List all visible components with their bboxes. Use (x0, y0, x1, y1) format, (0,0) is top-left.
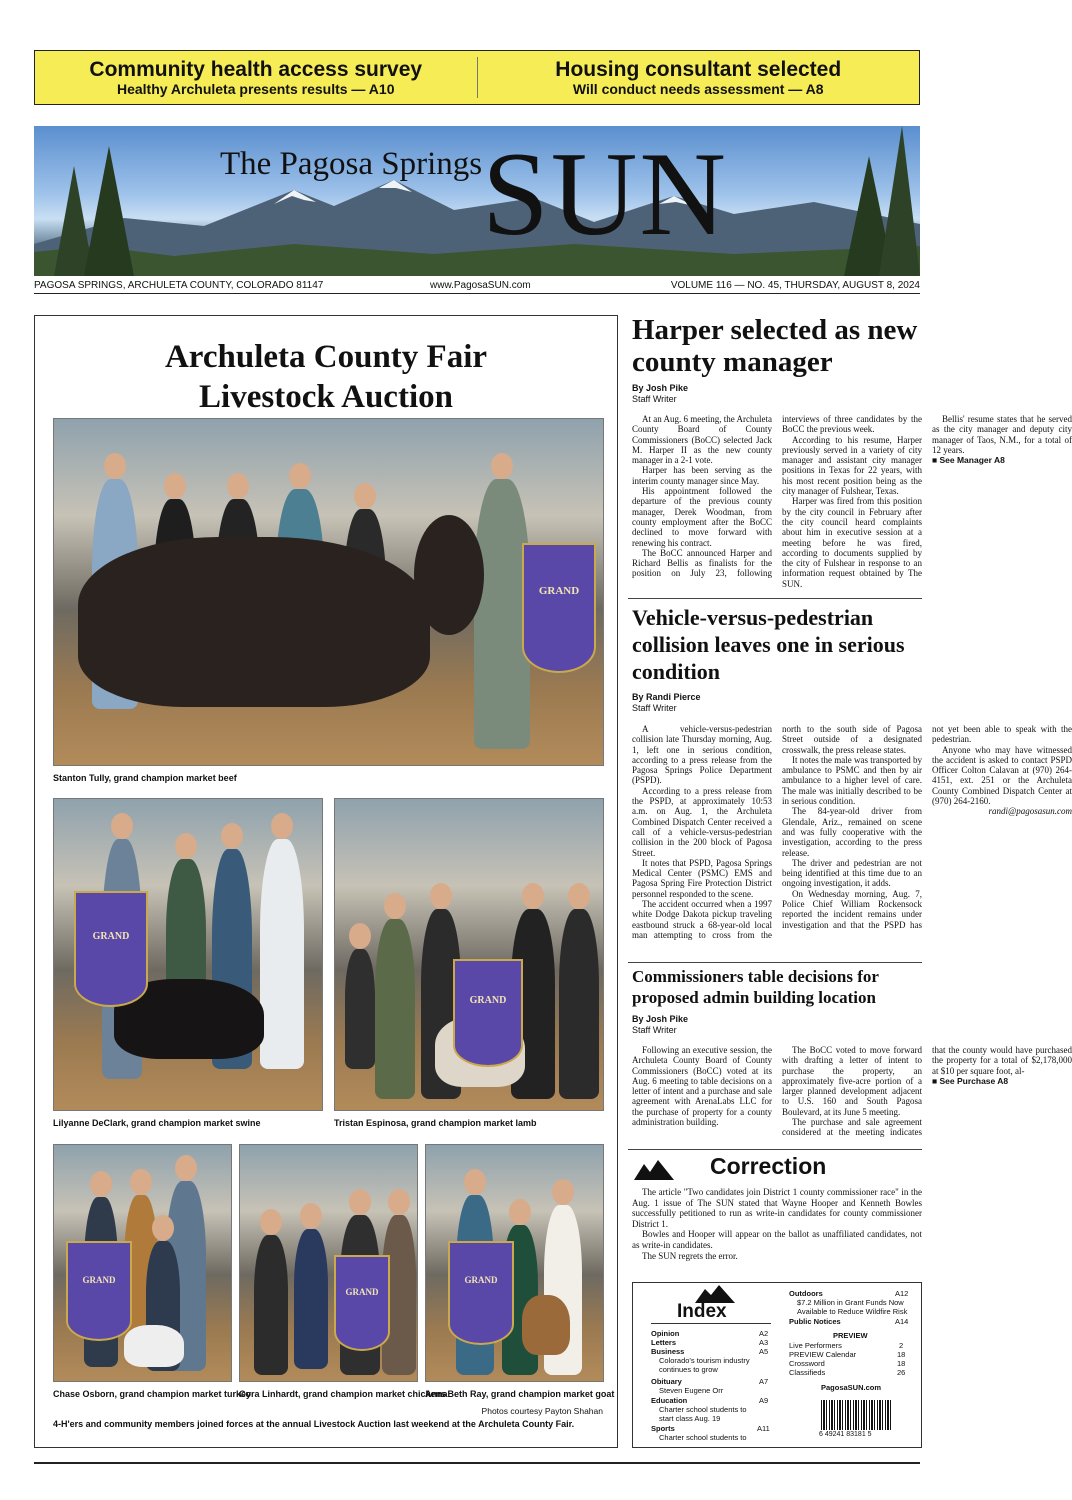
story-paragraph: Anyone who may have witnessed the accident is asked to contact PSPD Officer Colton Calavan at (970) 264-4151, ext. 251 or the Archuleta County Combined Dispatch Center at (970) 264-2160. (932, 744, 1072, 807)
story-harper-body (632, 414, 1072, 592)
byline-role: Staff Writer (632, 394, 677, 404)
story-paragraph: According to a press release from the PSPD, at approximately 10:53 a.m. on Aug. 1, the Archuleta Combined Dispatch Center received a call of a vehicle-versus-pedestrian collision in the 200 block of Pagosa Street. (632, 785, 772, 858)
index-title: Index (677, 1301, 727, 1322)
story-paragraph: A vehicle-versus-pedestrian collision late Thursday morning, Aug. 1, left one in serious condition, according to a press release from the Pagosa Springs Police Department (PSPD). (632, 724, 772, 786)
index-subitem: Steven Eugene Orr (659, 1386, 724, 1395)
livestock-auction-feature (34, 315, 618, 1448)
index-page: A14 (895, 1317, 909, 1326)
byline-author: By Randi Pierce (632, 692, 701, 702)
teaser-subhead: Healthy Archuleta presents results — A10 (116, 81, 395, 97)
story-paragraph: Harper was fired from this position by the city council in February after the city council heard complaints about him in executive session at a meeting before he was fired, according to documents supplied by the city of Fulshear in response to an information request obtained by The SUN. (782, 496, 922, 589)
photo-caption: Tristan Espinosa, grand champion market lamb (334, 1118, 537, 1128)
bottom-rule (34, 1462, 920, 1464)
preview-item[interactable]: Classifieds (789, 1368, 826, 1377)
grand-champion-banner: GRAND (74, 891, 148, 1007)
story-paragraph: The 84-year-old driver from Glendale, Ariz., remained on scene and was fully cooperative with the investigation, according to the press release. (782, 806, 922, 858)
story-paragraph: His appointment followed the departure of the previous county manager, Derek Woodman, from county employment after the BoCC declined to move forward with renewing his contract. (632, 486, 772, 548)
dateline-website[interactable]: www.PagosaSUN.com (430, 280, 531, 291)
story-harper-byline (632, 383, 688, 405)
index-page: A12 (895, 1289, 909, 1298)
photo-credit: Photos courtesy Payton Shahan (481, 1406, 603, 1416)
byline-role: Staff Writer (632, 1025, 677, 1035)
index-item-letters[interactable] (651, 1338, 676, 1347)
story-paragraph: At an Aug. 6 meeting, the Archuleta County Board of County Commissioners (BoCC) selected Jack M. Harper II as the new county manager in a 2-1 vote. (632, 414, 772, 466)
photo-caption: Stanton Tully, grand champion market beef (53, 773, 237, 783)
index-item-opinion[interactable] (651, 1329, 679, 1338)
index-item-outdoors[interactable] (789, 1289, 823, 1298)
photo-caption: Lilyanne DeClark, grand champion market swine (53, 1118, 261, 1128)
masthead-name: SUN (482, 127, 729, 260)
story-divider (628, 598, 922, 599)
teaser-health-survey[interactable] (35, 51, 477, 104)
feature-cutline: 4-H'ers and community members joined forces at the annual Livestock Auction last weekend at the Archuleta County Fair. (53, 1419, 575, 1429)
index-subitem: Charter school students to (659, 1433, 747, 1442)
teaser-bar (34, 50, 920, 105)
index-item-public-notices[interactable] (789, 1317, 841, 1326)
dateline-location: PAGOSA SPRINGS, ARCHULETA COUNTY, COLORADO 81147 (34, 280, 324, 291)
dateline (34, 279, 920, 294)
photo-market-goat[interactable] (425, 1144, 604, 1382)
grand-champion-banner: GRAND (522, 543, 596, 673)
photo-market-beef[interactable] (53, 418, 604, 766)
index-subitem: Charter school students to (659, 1405, 747, 1414)
story-divider (628, 962, 922, 963)
preview-page: 2 (899, 1341, 904, 1350)
story-paragraph: Harper has been serving as the interim county manager since May. (632, 465, 772, 486)
barcode-number: 6 49241 83181 5 (819, 1431, 872, 1438)
index-item-business[interactable] (651, 1347, 684, 1356)
story-collision-byline (632, 692, 701, 714)
preview-page: 18 (897, 1359, 906, 1368)
index-section: Outdoors (789, 1289, 823, 1298)
index-section: Public Notices (789, 1317, 841, 1326)
byline-role: Staff Writer (632, 703, 677, 713)
index-box (632, 1282, 922, 1448)
preview-item[interactable]: Live Performers (789, 1341, 842, 1350)
story-paragraph: The accident occurred when a 1997 white Dodge Dakota pickup traveling eastbound struck a 68-year-old local man attempting to cross from the north to the south side of Pagosa Street outside of a designated crosswalk, the press release states. (632, 724, 922, 940)
story-paragraph: It notes that PSPD, Pagosa Springs Medical Center (PSMC) EMS and Pagosa Spring Fire Protection District personnel responded to the scene. (632, 857, 772, 899)
correction-paragraph: The SUN regrets the error. (642, 1250, 738, 1261)
feature-title-line: Archuleta County Fair (164, 339, 488, 375)
story-admin-building-byline (632, 1014, 688, 1036)
index-page: A5 (759, 1347, 769, 1356)
teaser-housing-consultant[interactable] (477, 57, 920, 98)
story-paragraph: The BoCC voted to move forward with drafting a letter of intent to purchase the property, an approximately five-acre portion of a larger planned development adjacent to U.S. 160 and South Pagosa Boulevard, at its June 5 meeting. (782, 1045, 922, 1117)
index-item-obituary[interactable] (651, 1377, 682, 1386)
index-subitem: start class Aug. 19 (659, 1414, 721, 1423)
preview-page: 26 (897, 1368, 906, 1377)
photo-market-lamb[interactable] (334, 798, 604, 1111)
story-admin-building-body (632, 1045, 1072, 1141)
byline-author: By Josh Pike (632, 383, 689, 393)
story-paragraph: It notes the male was transported by ambulance to PSMC and then by air ambulance to a higher level of care. The male was initially described to be in serious condition. (782, 754, 922, 807)
preview-item[interactable]: Crossword (789, 1359, 825, 1368)
teaser-headline: Community health access survey (89, 58, 423, 81)
preview-heading: PREVIEW (833, 1331, 868, 1340)
photo-caption: AnnaBeth Ray, grand champion market goat (425, 1389, 615, 1399)
correction-paragraph: Bowles and Hooper will appear on the ballot as unaffiliated candidates, not as write-in candidates. (632, 1229, 922, 1250)
author-email[interactable]: randi@pagosasun.com (988, 806, 1072, 817)
index-section: Obituary (651, 1377, 682, 1386)
story-collision-body (632, 724, 1072, 944)
correction-paragraph: The article "Two candidates join District 1 county commissioner race" in the Aug. 1 issue of The SUN stated that Wayne Hooper and Kenneth Bowles successfully petitioned to run as write-in candidates for county commissioner District 1. (632, 1187, 922, 1229)
barcode-icon (821, 1400, 893, 1430)
byline-author: By Josh Pike (632, 1014, 689, 1024)
teaser-headline: Housing consultant selected (555, 58, 842, 81)
photo-market-chickens[interactable] (239, 1144, 418, 1382)
index-page: A7 (759, 1377, 769, 1386)
story-paragraph: On Wednesday morning, Aug. 7, Police Chief William Rockensock reported the incident remains under investigation and that the PSPD has not yet been able to speak with the pedestrian. (782, 724, 1072, 930)
photo-market-turkey[interactable] (53, 1144, 232, 1382)
preview-item[interactable]: PREVIEW Calendar (789, 1350, 857, 1359)
photo-caption: Chase Osborn, grand champion market turkey (53, 1389, 252, 1399)
index-website[interactable] (821, 1383, 881, 1392)
grand-champion-banner: GRAND (453, 959, 523, 1067)
index-page: A3 (759, 1338, 769, 1347)
story-paragraph: The BoCC announced Harper and Richard Bellis as finalists for the position on July 23, following interviews of three candidates by the BoCC the previous week. (632, 414, 922, 579)
index-section: Opinion (651, 1329, 680, 1338)
index-page: A2 (759, 1329, 769, 1338)
index-page: A9 (759, 1396, 769, 1405)
photo-market-swine[interactable] (53, 798, 323, 1111)
correction-title: Correction (710, 1153, 827, 1179)
feature-title-line: Livestock Auction (199, 379, 453, 415)
grand-champion-banner: GRAND (448, 1241, 514, 1345)
index-rule (651, 1323, 771, 1324)
index-page: A11 (757, 1424, 770, 1433)
story-paragraph: Bellis' resume states that he served as the city manager and deputy city manager of Taos, N.M., for a total of 12 years. (932, 414, 1072, 455)
index-subitem: Available to Reduce Wildfire Risk (797, 1307, 908, 1316)
story-paragraph: Following an executive session, the Archuleta County Board of County Commissioners (BoCC) voted at its Aug. 6 meeting to table decisions on a letter of intent and a purchase and sale agreement with ArenaLabs LLC for the purchase of property for a county administration building. (632, 1045, 772, 1128)
masthead (34, 126, 920, 276)
grand-champion-banner: GRAND (334, 1255, 390, 1351)
index-section: Sports (651, 1424, 675, 1433)
story-admin-building-headline[interactable]: Commissioners table decisions for proposed admin building location (632, 967, 879, 1007)
index-section: Education (651, 1396, 688, 1405)
see-purchase-link[interactable]: ■ See Purchase A8 (932, 1075, 1009, 1086)
masthead-prefix: The Pagosa Springs (220, 146, 483, 182)
correction-body (632, 1187, 922, 1261)
mountain-logo-icon (634, 1160, 674, 1180)
story-harper-headline[interactable]: Harper selected as new county manager (632, 314, 918, 378)
index-item-sports[interactable] (651, 1424, 675, 1433)
index-item-education[interactable] (651, 1396, 687, 1405)
index-website-text: PagosaSUN.com (821, 1383, 882, 1392)
story-paragraph: The driver and pedestrian are not being identified at this time due to an ongoing investigation, it adds. (782, 857, 922, 889)
index-section: Letters (651, 1338, 677, 1347)
index-subitem: Colorado's tourism industry (659, 1356, 750, 1365)
story-divider (628, 1149, 922, 1150)
feature-title (35, 337, 617, 417)
photo-caption: Cora Linhardt, grand champion market chickens (239, 1389, 447, 1399)
story-paragraph: The purchase and sale agreement considered at the meeting indicates that the county would have purchased the property for a total of $2,178,000 at $10 per square foot, al- (782, 1045, 1072, 1138)
preview-title (833, 1331, 868, 1340)
index-subitem: $7.2 Million in Grant Funds Now (797, 1298, 904, 1307)
story-paragraph: According to his resume, Harper previously served in a variety of city manager and assistant city manager positions in Texas for 22 years, with his most recent position being as the city manager of Fulshear, Texas. (782, 434, 922, 497)
see-manager-link[interactable]: ■ See Manager A8 (932, 455, 1005, 466)
index-subitem: continues to grow (659, 1365, 718, 1374)
grand-champion-banner: GRAND (66, 1241, 132, 1341)
teaser-subhead: Will conduct needs assessment — A8 (572, 81, 824, 97)
story-collision-headline[interactable]: Vehicle-versus-pedestrian collision leaves one in serious condition (632, 605, 905, 684)
dateline-issue: VOLUME 116 — NO. 45, THURSDAY, AUGUST 8, 2024 (670, 280, 920, 291)
preview-page: 18 (897, 1350, 906, 1359)
index-section: Business (651, 1347, 685, 1356)
